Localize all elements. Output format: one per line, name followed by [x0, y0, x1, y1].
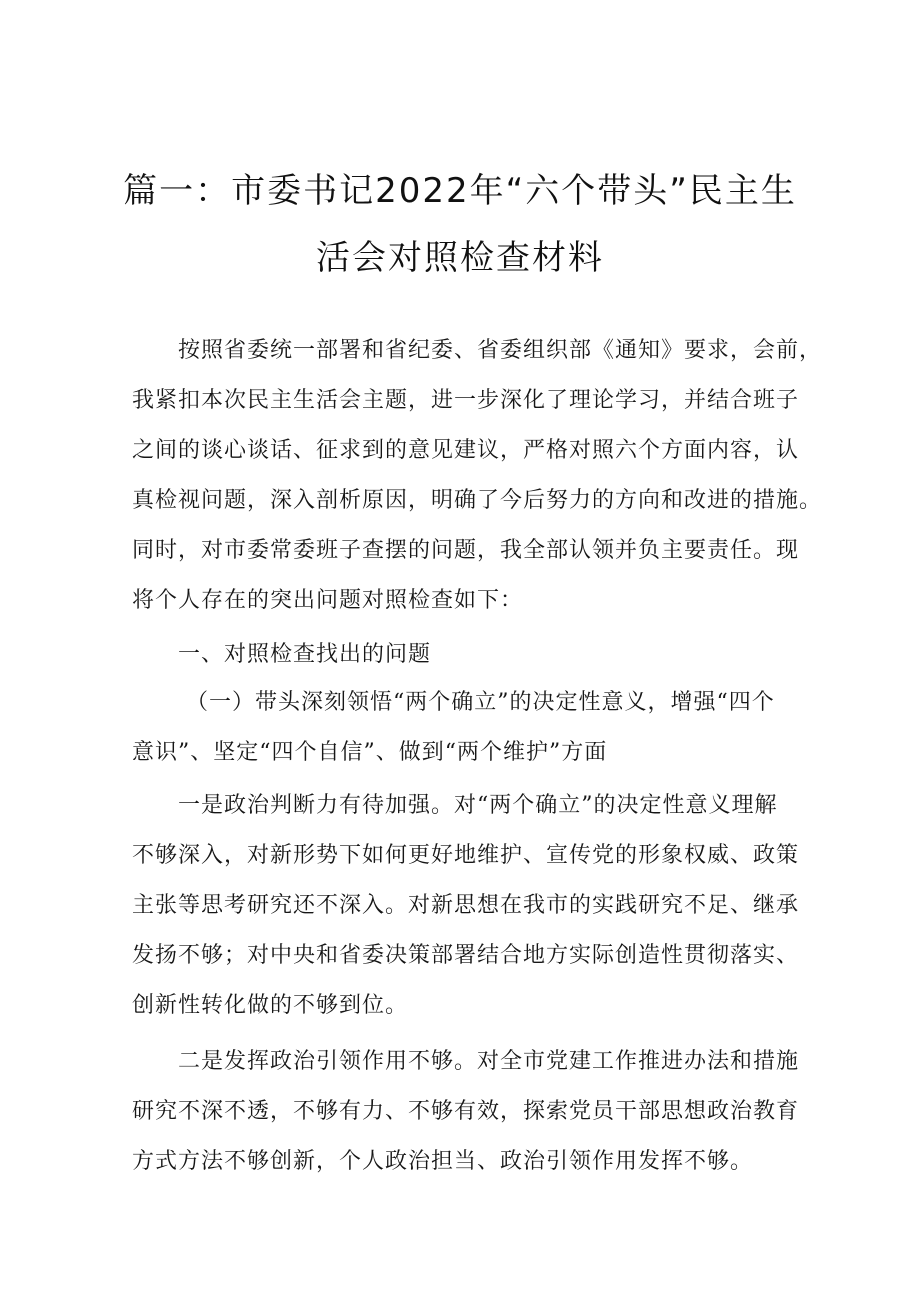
paragraph-line: 之间的谈心谈话、征求到的意见建议，严格对照六个方面内容，认 [132, 438, 800, 463]
paragraph-line: 不够深入，对新形势下如何更好地维护、宣传党的形象权威、政策 [132, 843, 800, 868]
paragraph-line: 二是发挥政治引领作用不够。对全市党建工作推进办法和措施 [178, 1049, 800, 1074]
paragraph-line: 研究不深不透，不够有力、不够有效，探索党员干部思想政治教育 [132, 1099, 800, 1124]
paragraph-line: 方式方法不够创新，个人政治担当、政治引领作用发挥不够。 [132, 1149, 754, 1174]
paragraph-line: 同时，对市委常委班子查摆的问题，我全部认领并负主要责任。现 [132, 538, 800, 563]
paragraph-line: 一是政治判断力有待加强。对“两个确立”的决定性意义理解 [178, 793, 778, 818]
subsection-heading-line: （一）带头深刻领悟“两个确立”的决定性意义，增强“四个 [186, 690, 775, 715]
section-heading: 一、对照检查找出的问题 [178, 642, 432, 667]
paragraph-line: 按照省委统一部署和省纪委、省委组织部《通知》要求，会前， [178, 338, 823, 363]
paragraph-line: 创新性转化做的不够到位。 [132, 993, 409, 1018]
subsection-heading-line: 意识”、坚定“四个自信”、做到“两个维护”方面 [132, 740, 608, 765]
paragraph-line: 真检视问题，深入剖析原因，明确了今后努力的方向和改进的措施。 [132, 488, 823, 513]
paragraph-line: 主张等思考研究还不深入。对新思想在我市的实践研究不足、继承 [132, 893, 800, 918]
paragraph-line: 发扬不够；对中央和省委决策部署结合地方实际创造性贯彻落实、 [132, 943, 800, 968]
document-title-line-1: 篇一：市委书记2022年“六个带头”民主生 [123, 171, 797, 211]
paragraph-line: 将个人存在的突出问题对照检查如下： [132, 588, 524, 613]
document-title-line-2: 活会对照检查材料 [316, 238, 604, 278]
paragraph-line: 我紧扣本次民主生活会主题，进一步深化了理论学习，并结合班子 [132, 388, 800, 413]
